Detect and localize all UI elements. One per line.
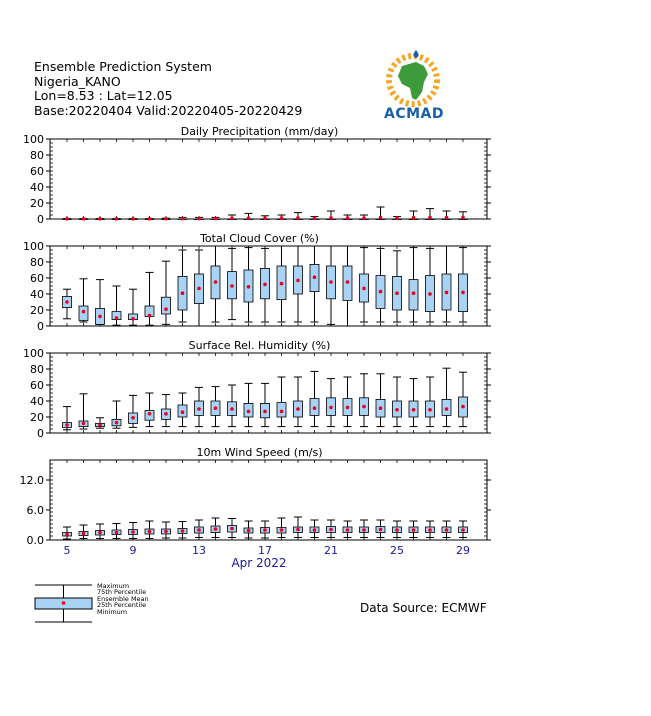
mean-marker — [445, 528, 449, 532]
mean-marker — [197, 287, 201, 291]
box-day-23 — [360, 374, 369, 427]
mean-marker — [148, 217, 152, 221]
box-day-21 — [327, 379, 336, 427]
box-day-17 — [261, 248, 270, 322]
mean-marker — [280, 282, 284, 286]
mean-marker — [461, 405, 465, 409]
data-source: Data Source: ECMWF — [360, 601, 487, 615]
box-day-17 — [261, 383, 270, 426]
mean-marker — [412, 291, 416, 295]
y-tick-label: 20 — [30, 411, 44, 424]
box-day-16 — [244, 383, 253, 426]
mean-marker — [263, 216, 267, 220]
y-tick-label: 60 — [30, 379, 44, 392]
mean-marker — [164, 217, 168, 221]
header-title: Ensemble Prediction System — [34, 59, 212, 74]
box-day-10 — [145, 272, 154, 325]
mean-marker — [230, 407, 234, 411]
box-day-18 — [277, 518, 286, 538]
box-day-16 — [244, 521, 253, 538]
box-day-8 — [112, 217, 121, 221]
box-day-11 — [162, 395, 171, 427]
mean-marker — [82, 310, 86, 314]
mean-marker — [82, 217, 86, 221]
box-day-21 — [327, 520, 336, 538]
box-day-28 — [442, 521, 451, 538]
y-tick-label: 60 — [30, 272, 44, 285]
mean-marker — [296, 407, 300, 411]
box-day-6 — [79, 217, 88, 221]
mean-marker — [263, 410, 267, 414]
mean-marker — [329, 280, 333, 284]
box-day-10 — [145, 393, 154, 427]
mean-marker — [98, 217, 102, 221]
box-day-6 — [79, 525, 88, 539]
box-day-5 — [63, 217, 72, 221]
box-day-12 — [178, 522, 187, 539]
box-day-29 — [459, 521, 468, 538]
mean-marker — [247, 410, 251, 414]
mean-marker — [197, 528, 201, 532]
panel-title: Daily Precipitation (mm/day) — [180, 125, 339, 138]
box-day-5 — [63, 289, 72, 319]
mean-marker — [412, 528, 416, 532]
mean-marker — [379, 528, 383, 532]
box-day-26 — [409, 521, 418, 538]
box-day-23 — [360, 520, 369, 538]
box-day-27 — [426, 377, 435, 427]
legend-item-minimum: Minimum — [97, 607, 128, 616]
mean-marker — [131, 317, 135, 321]
box-day-19 — [294, 246, 303, 322]
mean-marker — [461, 291, 465, 295]
y-tick-label: 0 — [37, 213, 44, 226]
mean-marker — [280, 216, 284, 220]
mean-marker — [263, 283, 267, 287]
mean-marker — [346, 406, 350, 410]
y-tick-label: 0 — [37, 320, 44, 333]
mean-marker — [65, 217, 69, 221]
box-day-24 — [376, 374, 385, 427]
box-day-27 — [426, 248, 435, 322]
mean-marker — [115, 531, 119, 535]
panel-title: 10m Wind Speed (m/s) — [196, 446, 323, 459]
mean-marker — [230, 217, 234, 221]
mean-marker — [313, 406, 317, 410]
y-tick-label: 20 — [30, 304, 44, 317]
mean-marker — [181, 217, 185, 221]
mean-marker — [164, 307, 168, 311]
legend-mean-marker — [62, 601, 66, 605]
panel-frame — [50, 139, 487, 219]
x-tick-label: 21 — [324, 544, 338, 557]
y-tick-label: 80 — [30, 149, 44, 162]
legend-glyph — [35, 585, 92, 622]
legend-item-maximum: Maximum — [97, 582, 130, 590]
y-tick-label: 0 — [37, 427, 44, 440]
iqr-box — [162, 297, 171, 314]
mean-marker — [247, 285, 251, 289]
box-day-15 — [228, 385, 237, 427]
x-axis-month-label: Apr 2022 — [231, 556, 287, 570]
box-day-19 — [294, 377, 303, 427]
x-tick-label: 29 — [456, 544, 470, 557]
header-location: Nigeria_KANO — [34, 73, 121, 89]
legend-item-q1: 25th Percentile — [97, 601, 147, 610]
mean-marker — [214, 527, 218, 531]
mean-marker — [214, 280, 218, 284]
y-tick-label: 40 — [30, 181, 44, 194]
mean-marker — [230, 527, 234, 531]
box-day-20 — [310, 246, 319, 322]
box-day-15 — [228, 248, 237, 319]
box-day-11 — [162, 261, 171, 324]
mean-marker — [214, 217, 218, 221]
box-day-22 — [343, 215, 352, 220]
y-tick-label: 100 — [23, 240, 44, 253]
mean-marker — [329, 216, 333, 220]
mean-marker — [131, 217, 135, 221]
header-dates: Base:20220404 Valid:20220405-20220429 — [34, 102, 303, 118]
mean-marker — [197, 407, 201, 411]
box-day-24 — [376, 248, 385, 322]
y-tick-label: 60 — [30, 165, 44, 178]
box-day-9 — [129, 395, 138, 427]
box-day-13 — [195, 520, 204, 538]
box-day-25 — [393, 216, 402, 220]
x-tick-label: 9 — [129, 544, 137, 557]
y-tick-label: 100 — [23, 133, 44, 146]
box-day-10 — [145, 521, 154, 539]
y-tick-label: 40 — [30, 395, 44, 408]
box-day-9 — [129, 289, 138, 325]
box-day-14 — [211, 217, 220, 221]
panel-title: Surface Rel. Humidity (%) — [188, 339, 331, 352]
box-day-25 — [393, 251, 402, 322]
mean-marker — [395, 291, 399, 295]
box-day-7 — [96, 524, 105, 539]
y-tick-label: 40 — [30, 288, 44, 301]
mean-marker — [131, 530, 135, 534]
box-day-20 — [310, 520, 319, 538]
box-day-20 — [310, 216, 319, 220]
y-tick-label: 80 — [30, 363, 44, 376]
mean-marker — [98, 531, 102, 535]
box-day-21 — [327, 246, 336, 324]
box-day-9 — [129, 523, 138, 539]
mean-marker — [82, 532, 86, 536]
mean-marker — [280, 528, 284, 532]
box-day-26 — [409, 211, 418, 220]
y-tick-label: 100 — [23, 347, 44, 360]
box-day-23 — [360, 215, 369, 220]
mean-marker — [296, 216, 300, 220]
box-day-24 — [376, 207, 385, 220]
mean-marker — [65, 533, 69, 537]
box-day-12 — [178, 393, 187, 427]
mean-marker — [428, 216, 432, 220]
box-day-6 — [79, 279, 88, 322]
box-day-8 — [112, 286, 121, 325]
box-day-12 — [178, 217, 187, 221]
box-day-24 — [376, 520, 385, 538]
mean-marker — [395, 528, 399, 532]
box-day-17 — [261, 521, 270, 538]
box-day-20 — [310, 371, 319, 426]
mean-marker — [428, 292, 432, 296]
box-day-25 — [393, 521, 402, 538]
y-tick-label: 0.0 — [26, 534, 44, 547]
box-day-29 — [459, 212, 468, 220]
box-day-14 — [211, 518, 220, 538]
box-day-28 — [442, 211, 451, 220]
panel-1 — [23, 125, 491, 226]
mean-marker — [329, 406, 333, 410]
panel-title: Total Cloud Cover (%) — [200, 232, 319, 245]
mean-marker — [115, 316, 119, 320]
mean-marker — [313, 275, 317, 279]
mean-marker — [115, 217, 119, 221]
mean-marker — [65, 423, 69, 427]
box-day-8 — [112, 401, 121, 428]
mean-marker — [263, 528, 267, 532]
mean-marker — [247, 216, 251, 220]
mean-marker — [230, 284, 234, 288]
mean-marker — [148, 412, 152, 416]
box-day-7 — [96, 217, 105, 221]
mean-marker — [346, 528, 350, 532]
box-day-29 — [459, 248, 468, 322]
box-day-28 — [442, 368, 451, 426]
mean-marker — [313, 216, 317, 220]
mean-marker — [346, 216, 350, 220]
mean-marker — [461, 216, 465, 220]
mean-marker — [181, 529, 185, 533]
y-tick-label: 20 — [30, 197, 44, 210]
logo-text: ACMAD — [384, 106, 444, 122]
legend-item-mean: Ensemble Mean — [97, 594, 149, 603]
x-tick-label: 13 — [192, 544, 206, 557]
mean-marker — [296, 279, 300, 283]
box-day-11 — [162, 217, 171, 221]
mean-marker — [247, 529, 251, 533]
mean-marker — [362, 405, 366, 409]
box-day-27 — [426, 521, 435, 538]
mean-marker — [181, 410, 185, 414]
legend-item-q3: 75th Percentile — [97, 588, 147, 597]
box-day-18 — [277, 377, 286, 427]
box-day-18 — [277, 215, 286, 220]
box-day-7 — [96, 280, 105, 325]
mean-marker — [362, 528, 366, 532]
box-day-13 — [195, 387, 204, 426]
box-day-5 — [63, 527, 72, 539]
box-day-9 — [129, 217, 138, 221]
mean-marker — [362, 216, 366, 220]
box-day-16 — [244, 248, 253, 322]
box-day-22 — [343, 521, 352, 538]
mean-marker — [164, 530, 168, 534]
box-day-14 — [211, 387, 220, 427]
mean-marker — [296, 528, 300, 532]
mean-marker — [428, 528, 432, 532]
mean-marker — [197, 217, 201, 221]
mean-marker — [98, 423, 102, 427]
mean-marker — [395, 216, 399, 220]
mean-marker — [379, 406, 383, 410]
box-day-25 — [393, 377, 402, 427]
mean-marker — [82, 422, 86, 426]
box-day-19 — [294, 213, 303, 220]
mean-marker — [346, 280, 350, 284]
mean-marker — [148, 314, 152, 318]
box-day-22 — [343, 377, 352, 427]
box-day-21 — [327, 211, 336, 220]
mean-marker — [313, 528, 317, 532]
box-day-7 — [96, 418, 105, 428]
mean-marker — [379, 290, 383, 294]
mean-marker — [412, 216, 416, 220]
header-coordinates: Lon=8.53 : Lat=12.05 — [34, 88, 173, 103]
box-day-13 — [195, 217, 204, 221]
mean-marker — [379, 216, 383, 220]
y-tick-label: 6.0 — [26, 504, 44, 517]
mean-marker — [280, 410, 284, 414]
mean-marker — [148, 530, 152, 534]
box-day-16 — [244, 213, 253, 220]
mean-marker — [412, 408, 416, 412]
mean-marker — [214, 406, 218, 410]
box-day-14 — [211, 246, 220, 322]
box-day-12 — [178, 250, 187, 322]
mean-marker — [115, 421, 119, 425]
mean-marker — [65, 300, 69, 304]
mean-marker — [461, 528, 465, 532]
panel-4 — [20, 446, 492, 547]
box-day-28 — [442, 246, 451, 322]
box-day-11 — [162, 522, 171, 538]
mean-marker — [164, 412, 168, 416]
box-day-19 — [294, 517, 303, 538]
box-day-5 — [63, 407, 72, 430]
box-day-15 — [228, 519, 237, 538]
box-day-26 — [409, 379, 418, 427]
panel-3 — [23, 339, 491, 440]
mean-marker — [181, 291, 185, 295]
mean-marker — [329, 528, 333, 532]
box-day-27 — [426, 209, 435, 220]
box-day-18 — [277, 246, 286, 322]
mean-marker — [428, 408, 432, 412]
box-day-26 — [409, 248, 418, 322]
box-day-29 — [459, 372, 468, 426]
box-day-17 — [261, 216, 270, 220]
panel-2 — [23, 232, 491, 333]
x-tick-label: 5 — [63, 544, 71, 557]
mean-marker — [98, 315, 102, 319]
y-tick-label: 80 — [30, 256, 44, 269]
box-day-15 — [228, 215, 237, 220]
mean-marker — [131, 416, 135, 420]
mean-marker — [445, 216, 449, 220]
legend-labels — [97, 583, 149, 615]
box-day-8 — [112, 524, 121, 539]
y-tick-label: 12.0 — [19, 474, 44, 487]
box-day-22 — [343, 246, 352, 326]
box-day-23 — [360, 248, 369, 322]
box-day-13 — [195, 250, 204, 326]
x-tick-label: 25 — [390, 544, 404, 557]
mean-marker — [362, 287, 366, 291]
mean-marker — [395, 408, 399, 412]
x-tick-label: 17 — [258, 544, 272, 557]
mean-marker — [445, 291, 449, 295]
mean-marker — [445, 407, 449, 411]
box-day-6 — [79, 394, 88, 429]
box-day-10 — [145, 217, 154, 221]
